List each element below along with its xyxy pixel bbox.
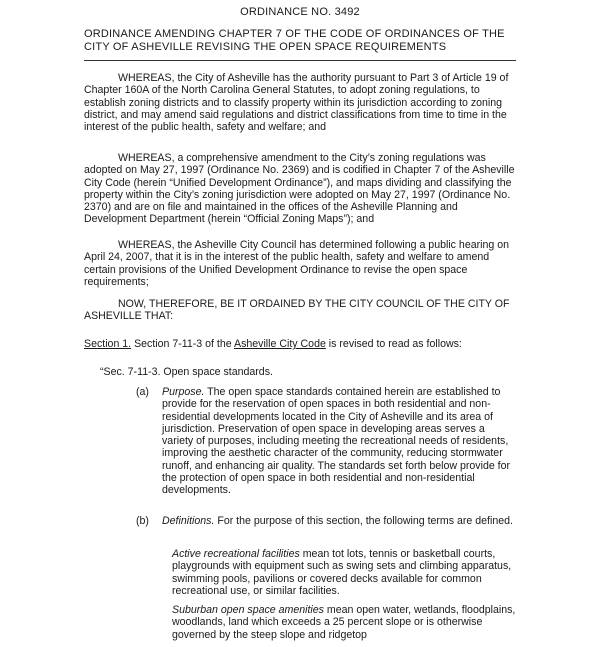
ordained-clause: NOW, THEREFORE, BE IT ORDAINED BY THE CITY COUNCIL OF THE CITY OF ASHEVILLE THAT:: [84, 298, 510, 323]
item-a-term: Purpose.: [162, 386, 205, 398]
definition-text: mean open water, wetlands, floodplains, woodlands, land which exceeds a 25 percent slope or is otherwise governed by the steep slope and ridgetop: [172, 604, 516, 641]
whereas-paragraph-1: WHEREAS, the City of Asheville has the authority pursuant to Part 3 of Article 19 of Chapter 160A of the North Carolina General Statutes, to adopt zoning regulations, to establish zoning districts and to classify property within its jurisdiction according to zoning district, and may amend said regulations and district classifications from time to time in the interest of the public health, safety and welfare; and: [84, 72, 509, 134]
section-1-label: Section 1.: [84, 338, 132, 350]
item-b-body: [162, 515, 516, 527]
whereas-paragraph-3: WHEREAS, the Asheville City Council has determined following a public hearing on April 24, 2007, that it is in the interest of the public health, safety and welfare to amend certain provisions of the Unified Development Ordinance to revise the open space requirements;: [84, 239, 509, 288]
section-heading: “Sec. 7-11-3. Open space standards.: [100, 366, 273, 378]
item-a-label: (a): [136, 386, 149, 398]
title-line-2: CITY OF ASHEVILLE REVISING THE OPEN SPACE REQUIREMENTS: [84, 41, 447, 53]
ordinance-title: [84, 28, 514, 54]
definition-term: Suburban open space amenities: [172, 604, 324, 616]
item-a-text: The open space standards contained herein are established to provide for the reservation of open spaces in both residential and non-residential developments located in the City of Asheville and its area of jurisdiction. Preservation of open space in developing areas serves a variety of purposes, including meeting the recreational needs of residents, improving the aesthetic character of the community, reducing stormwater runoff, and enhancing air quality. The standards set forth below provide for the protection of open space in both residential and non-residential developments.: [162, 386, 511, 497]
definition-suburban-open-space: [172, 604, 516, 641]
item-b-text: For the purpose of this section, the following terms are defined.: [214, 515, 513, 527]
item-b-label: (b): [136, 515, 149, 527]
ordinance-number: ORDINANCE NO. 3492: [240, 6, 360, 18]
whereas-paragraph-2: WHEREAS, a comprehensive amendment to the City’s zoning regulations was adopted on May 27, 1997 (Ordinance No. 2369) and is codified in Chapter 7 of the Asheville City Code (herein “Unified Development Ordinance”), and maps dividing and classifying the property within the City’s zoning jurisdiction were adopted on May 27, 1997 (Ordinance No. 2370) and are on file and maintained in the offices of the Asheville Planning and Development Department (herein “Official Zoning Maps”); and: [84, 152, 515, 226]
title-divider: [84, 60, 516, 61]
section-1-text-a: Section 7-11-3 of the: [131, 338, 234, 350]
definition-active-recreational: [172, 548, 516, 597]
section-1-paragraph: [84, 338, 516, 350]
code-name: Asheville City Code: [234, 338, 326, 350]
definition-term: Active recreational facilities: [172, 548, 300, 560]
title-line-1: ORDINANCE AMENDING CHAPTER 7 OF THE CODE OF ORDINANCES OF THE: [84, 28, 505, 40]
section-1-text-b: is revised to read as follows:: [325, 338, 462, 350]
item-b-term: Definitions.: [162, 515, 215, 527]
item-a-body: [162, 386, 516, 497]
item-b: [136, 515, 516, 527]
item-a: [136, 386, 516, 497]
definition-text: mean tot lots, tennis or basketball courts, playgrounds with equipment such as swing sets and climbing apparatus, swimming pools, pavilions or covered decks available for common recreational use, or similar facilities.: [172, 548, 512, 597]
